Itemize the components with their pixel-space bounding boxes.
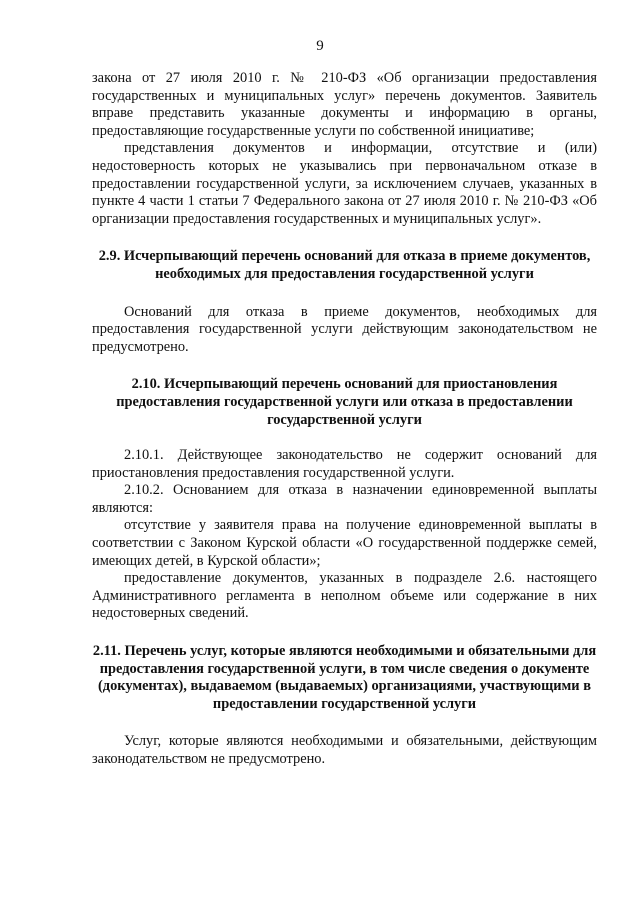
section-heading-2-9: 2.9. Исчерпывающий перечень оснований для отказа в приеме документов, необходимых для предоставления государственной услуги [98, 248, 591, 282]
paragraph: 2.10.2. Основанием для отказа в назначении единовременной выплаты являются: [92, 482, 597, 516]
paragraph: представления документов и информации, отсутствие и (или) недостоверность которых не указывались при первоначальном отказе в предоставлении государственной услуги, за исключением случаев, указанных в пункте 4 части 1 статьи 7 Федерального закона от 27 июля 2010 г. № 210-ФЗ «Об организации предоставления государственных и муниципальных услуг». [92, 140, 597, 227]
paragraph: предоставление документов, указанных в подразделе 2.6. настоящего Административного регламента в неполном объеме или содержание в них недостоверных сведений. [92, 570, 597, 622]
paragraph: Оснований для отказа в приеме документов, необходимых для предоставления государственной услуги действующим законодательством не предусмотрено. [92, 303, 597, 355]
paragraph: Услуг, которые являются необходимыми и обязательными, действующим законодательством не предусмотрено. [92, 733, 597, 767]
section-heading-2-10: 2.10. Исчерпывающий перечень оснований для приостановления предоставления государственной услуги или отказа в предоставлении государственной услуги [116, 376, 573, 428]
paragraph: отсутствие у заявителя права на получение единовременной выплаты в соответствии с Законом Курской области «О государственной поддержке семей, имеющих детей, в Курской области»; [92, 517, 597, 569]
paragraph: закона от 27 июля 2010 г. № 210-ФЗ «Об организации предоставления государственных и муниципальных услуг» перечень документов. Заявитель вправе представить указанные документы и информацию в органы, предоставляющие государственные услуги по собственной инициативе; [92, 70, 597, 139]
page-number: 9 [316, 38, 324, 54]
document-body [92, 70, 597, 769]
section-heading-2-11: 2.11. Перечень услуг, которые являются необходимыми и обязательными для предоставления государственной услуги, в том числе сведения о документе (документах), выдаваемом (выдаваемых) организациями, участвующими в предоставлении государственной услуги [92, 643, 597, 712]
paragraph: 2.10.1. Действующее законодательство не содержит оснований для приостановления предоставления государственной услуги. [92, 447, 597, 481]
